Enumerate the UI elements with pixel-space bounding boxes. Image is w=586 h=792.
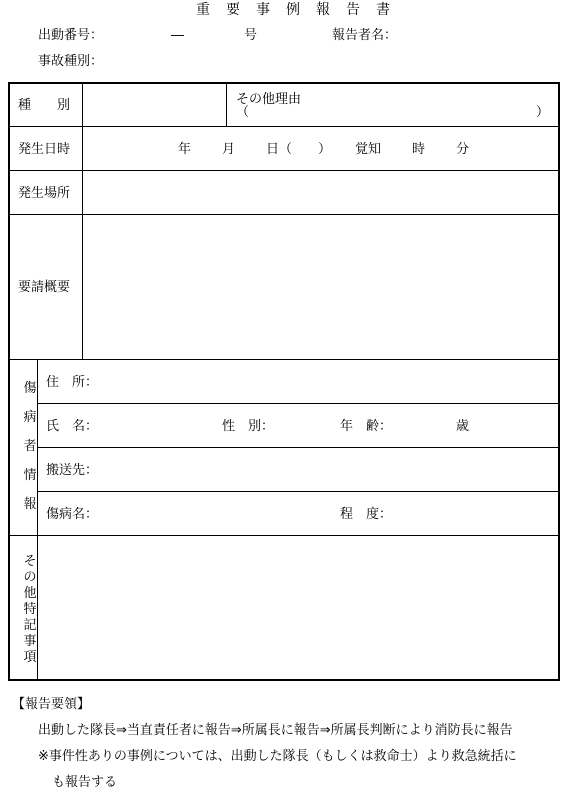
title-char: 書 (376, 2, 390, 18)
report-procedure-heading: 【報告要領】 (12, 697, 91, 712)
row-divider (10, 214, 558, 215)
title-char: 事 (256, 2, 270, 18)
name-label: 氏 名： (46, 419, 99, 434)
date-month-unit: 月 (222, 142, 236, 157)
date-label: 発生日時 (18, 142, 71, 157)
section-char: 特 (23, 602, 37, 617)
sex-label: 性 別： (222, 419, 275, 434)
type-label: 種 別 (18, 98, 71, 113)
row-divider (10, 126, 558, 127)
other-reason-label: その他理由 (236, 92, 302, 107)
section-char: 情 (23, 468, 37, 483)
title-char: 重 (196, 2, 210, 18)
date-detect-label: 覚知 (355, 142, 382, 157)
transport-destination-label: 搬送先： (46, 463, 99, 478)
row-divider (10, 170, 558, 171)
title-char: 告 (346, 2, 360, 18)
section-char: 事 (23, 634, 37, 649)
place-field[interactable] (84, 172, 556, 212)
report-procedure-line3: も報告する (52, 775, 118, 790)
other-reason-paren-open: （ (236, 105, 250, 120)
section-char: 記 (23, 618, 37, 633)
date-hour-unit: 時 (412, 142, 426, 157)
age-unit: 歳 (456, 419, 470, 434)
other-reason-field[interactable] (250, 106, 530, 120)
request-summary-field[interactable] (84, 216, 556, 357)
sub-row-divider (37, 403, 558, 404)
section-char: そ (23, 554, 37, 569)
date-day-unit: 日（ ） (266, 142, 332, 157)
diagnosis-label: 傷病名： (46, 507, 99, 522)
section-char: 他 (23, 586, 37, 601)
document-title (0, 3, 586, 17)
reporter-label: 報告者名： (332, 28, 398, 43)
title-char: 例 (286, 2, 300, 18)
row-divider (10, 359, 558, 360)
report-form (8, 82, 560, 681)
section-char: 傷 (23, 381, 37, 396)
sub-row-divider (37, 447, 558, 448)
label-column-divider (82, 84, 83, 359)
section-char: の (23, 570, 37, 585)
other-reason-paren-close: ） (536, 105, 550, 120)
date-minute-unit: 分 (456, 142, 470, 157)
sub-row-divider (37, 491, 558, 492)
other-notes-field[interactable] (39, 537, 556, 677)
dispatch-number-dash: ― (171, 28, 184, 43)
request-summary-label: 要請概要 (18, 280, 71, 295)
other-notes-section-label (20, 555, 40, 667)
section-char: 者 (23, 439, 37, 454)
title-char: 要 (226, 2, 240, 18)
severity-label: 程 度： (340, 507, 393, 522)
dispatch-number-label: 出動番号： (38, 28, 104, 43)
dispatch-number-suffix: 号 (244, 28, 258, 43)
section-char: 項 (23, 650, 37, 665)
injured-info-section-label (20, 382, 40, 527)
section-char: 報 (23, 497, 37, 512)
date-year-unit: 年 (178, 142, 192, 157)
place-label: 発生場所 (18, 186, 71, 201)
section-char: 病 (23, 410, 37, 425)
row-divider (10, 535, 558, 536)
type-cell-divider (226, 84, 227, 126)
report-procedure-line2: ※事件性ありの事例については、出動した隊長（もしくは救命士）より救急統括に (38, 749, 517, 764)
report-procedure-line1: 出動した隊長⇒当直責任者に報告⇒所属長に報告⇒所属長判断により消防長に報告 (38, 723, 513, 738)
age-label: 年 齢： (340, 419, 393, 434)
address-label: 住 所： (46, 375, 99, 390)
title-char: 報 (316, 2, 330, 18)
incident-type-label: 事故種別： (38, 54, 104, 69)
